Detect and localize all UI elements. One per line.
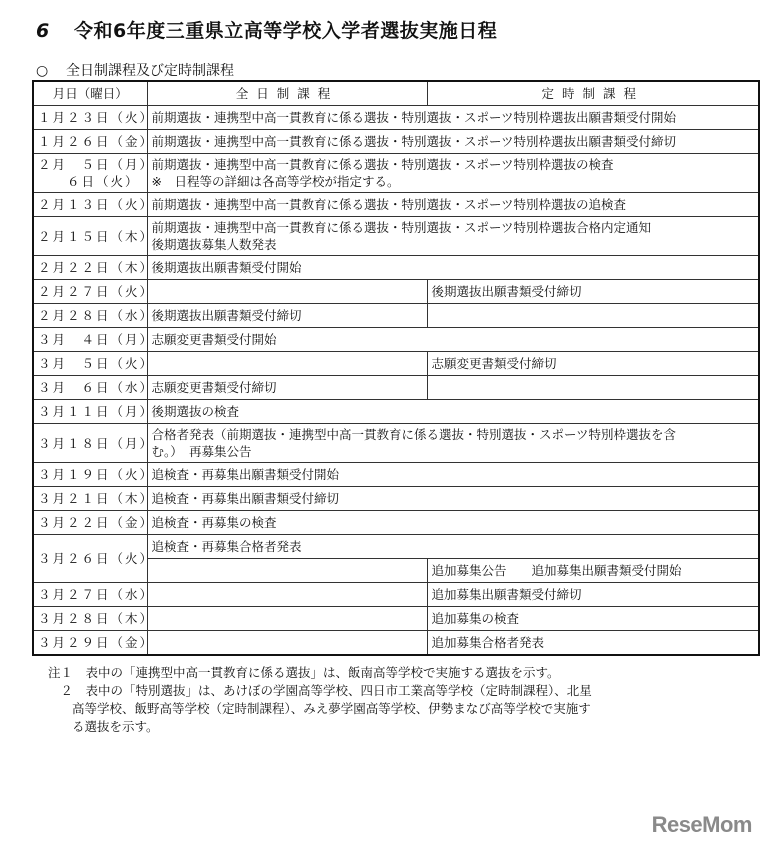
schedule-text: 追検査・再募集出願書類受付開始 [151, 467, 340, 482]
table-row [33, 130, 759, 154]
section-number: 6 [36, 20, 50, 42]
schedule-cell-both [147, 130, 759, 154]
table-row [33, 583, 759, 607]
schedule-cell-both [147, 217, 759, 256]
date-cell [33, 424, 155, 463]
date-text: ３月２２日（金） [38, 515, 155, 530]
parttime-cell: 追加募集出願書類受付締切 [427, 583, 759, 607]
fulltime-cell: 志願変更書類受付締切 [147, 376, 427, 400]
table-row [33, 154, 759, 193]
date-text: ３月２６日（火） [38, 551, 155, 566]
table-row [33, 217, 759, 256]
date-text: ２月１５日（木） [38, 228, 155, 244]
fulltime-cell [147, 607, 427, 631]
date-cell [33, 376, 155, 400]
fulltime-cell [147, 583, 427, 607]
date-text: ３月 ６日（水） [38, 380, 155, 395]
date-text: １月２３日（火） [38, 110, 155, 125]
date-text: ３月 ５日（火） [38, 356, 155, 371]
header-parttime: 定時制課程 [427, 81, 759, 106]
date-text: ３月１８日（月） [38, 435, 155, 451]
schedule-text: 追検査・再募集出願書類受付締切 [151, 491, 340, 506]
schedule-text: 前期選抜・連携型中高一貫教育に係る選抜・特別選抜・スポーツ特別枠選抜出願書類受付開始 [151, 110, 677, 125]
date-text: １月２６日（金） [38, 134, 155, 149]
schedule-text: 合格者発表（前期選抜・連携型中高一貫教育に係る選抜・特別選抜・スポーツ特別枠選抜を含 [151, 427, 677, 442]
header-row [33, 81, 759, 106]
date-cell [33, 511, 155, 535]
circle-bullet-icon: ○ [36, 63, 49, 79]
note-line: る選抜を示す。 [72, 719, 159, 734]
subtitle-text: 全日制課程及び定時制課程 [66, 63, 234, 79]
schedule-cell-both [147, 511, 759, 535]
schedule-text: 追検査・再募集合格者発表 [151, 539, 302, 554]
date-text: ２月２８日（水） [38, 308, 155, 323]
fulltime-cell [147, 631, 427, 656]
schedule-cell-both [147, 535, 759, 559]
date-cell [33, 463, 155, 487]
parttime-cell: 追加募集合格者発表 [427, 631, 759, 656]
date-cell [33, 328, 155, 352]
date-cell [33, 106, 155, 130]
table-row [33, 487, 759, 511]
date-text: ２月１３日（火） [38, 197, 155, 212]
table-row [33, 424, 759, 463]
date-cell [33, 352, 155, 376]
date-cell [33, 607, 155, 631]
notes [48, 664, 592, 736]
date-cell [33, 217, 155, 256]
schedule-cell-both [147, 154, 759, 193]
date-text: ３月２９日（金） [38, 635, 155, 650]
date-text: ６日（火） [38, 174, 140, 189]
section-subtitle [36, 60, 234, 80]
title-text: 令和6年度三重県立高等学校入学者選抜実施日程 [74, 20, 498, 42]
schedule-cell-both [147, 400, 759, 424]
table-row [33, 511, 759, 535]
fulltime-cell [147, 352, 427, 376]
parttime-cell: 追加募集公告 追加募集出願書類受付開始 [427, 559, 759, 583]
date-cell [33, 583, 155, 607]
table-row [33, 280, 759, 304]
date-text: ３月２８日（木） [38, 611, 155, 626]
schedule-cell-both [147, 463, 759, 487]
date-text: ２月２２日（木） [38, 260, 155, 275]
date-cell [33, 280, 155, 304]
parttime-cell: 追加募集の検査 [427, 607, 759, 631]
date-cell [33, 154, 155, 193]
schedule-cell-both [147, 487, 759, 511]
parttime-cell: 志願変更書類受付締切 [427, 352, 759, 376]
schedule-text: 前期選抜・連携型中高一貫教育に係る選抜・特別選抜・スポーツ特別枠選抜の検査 [151, 157, 614, 172]
note-line: 注１ 表中の「連携型中高一貫教育に係る選抜」は、飯南高等学校で実施する選抜を示す。 [48, 665, 560, 680]
parttime-cell [427, 304, 759, 328]
fulltime-cell [147, 559, 427, 583]
table-row [33, 304, 759, 328]
page-title [36, 16, 497, 43]
date-cell [33, 400, 155, 424]
table-row [33, 328, 759, 352]
fulltime-cell [147, 280, 427, 304]
schedule-text: 追検査・再募集の検査 [151, 515, 277, 530]
note-line: ２ 表中の「特別選抜」は、あけぼの学園高等学校、四日市工業高等学校（定時制課程）、北星 [48, 683, 592, 698]
schedule-text: 志願変更書類受付開始 [151, 332, 277, 347]
schedule-text: 後期選抜の検査 [151, 404, 240, 419]
schedule-cell-both [147, 193, 759, 217]
table-row [33, 463, 759, 487]
table-row [33, 106, 759, 130]
table-row [33, 193, 759, 217]
date-text: ２月 ５日（月） [38, 157, 155, 172]
resemom-logo: ReseMom [651, 812, 752, 837]
fulltime-cell: 後期選抜出願書類受付締切 [147, 304, 427, 328]
schedule-text: 前期選抜・連携型中高一貫教育に係る選抜・特別選抜・スポーツ特別枠選抜の追検査 [151, 197, 627, 212]
table-row [33, 631, 759, 656]
schedule-cell-both [147, 424, 759, 463]
header-date: 月日（曜日） [33, 81, 147, 106]
schedule-text: 後期選抜出願書類受付開始 [151, 260, 302, 275]
date-text: ３月１１日（月） [38, 404, 155, 419]
parttime-cell [427, 376, 759, 400]
schedule-text: 後期選抜募集人数発表 [151, 237, 277, 252]
date-cell [33, 304, 155, 328]
date-text: ３月 ４日（月） [38, 332, 155, 347]
date-text: ３月１９日（火） [38, 467, 155, 482]
date-cell [33, 193, 155, 217]
date-text: ２月２７日（火） [38, 284, 155, 299]
date-cell [33, 535, 155, 583]
schedule-cell-both [147, 106, 759, 130]
date-cell [33, 256, 155, 280]
table-row [33, 256, 759, 280]
table-row [33, 535, 759, 559]
schedule-cell-both [147, 328, 759, 352]
date-cell [33, 487, 155, 511]
header-fulltime: 全日制課程 [147, 81, 427, 106]
parttime-cell: 後期選抜出願書類受付締切 [427, 280, 759, 304]
schedule-cell-both [147, 256, 759, 280]
date-cell [33, 130, 155, 154]
date-text: ３月２７日（水） [38, 587, 155, 602]
date-cell [33, 631, 155, 656]
schedule-text: 前期選抜・連携型中高一貫教育に係る選抜・特別選抜・スポーツ特別枠選抜合格内定通知 [151, 220, 652, 235]
table-row [33, 400, 759, 424]
schedule-table [32, 80, 760, 656]
table-row [33, 376, 759, 400]
schedule-text: ※ 日程等の詳細は各高等学校が指定する。 [151, 174, 400, 189]
schedule-text: 前期選抜・連携型中高一貫教育に係る選抜・特別選抜・スポーツ特別枠選抜出願書類受付締切 [151, 134, 677, 149]
date-text: ３月２１日（木） [38, 491, 155, 506]
table-row [33, 352, 759, 376]
table-row [33, 607, 759, 631]
note-line: 高等学校、飯野高等学校（定時制課程）、みえ夢学園高等学校、伊勢まなび高等学校で実施す [72, 701, 591, 716]
schedule-text: む。） 再募集公告 [151, 444, 252, 459]
